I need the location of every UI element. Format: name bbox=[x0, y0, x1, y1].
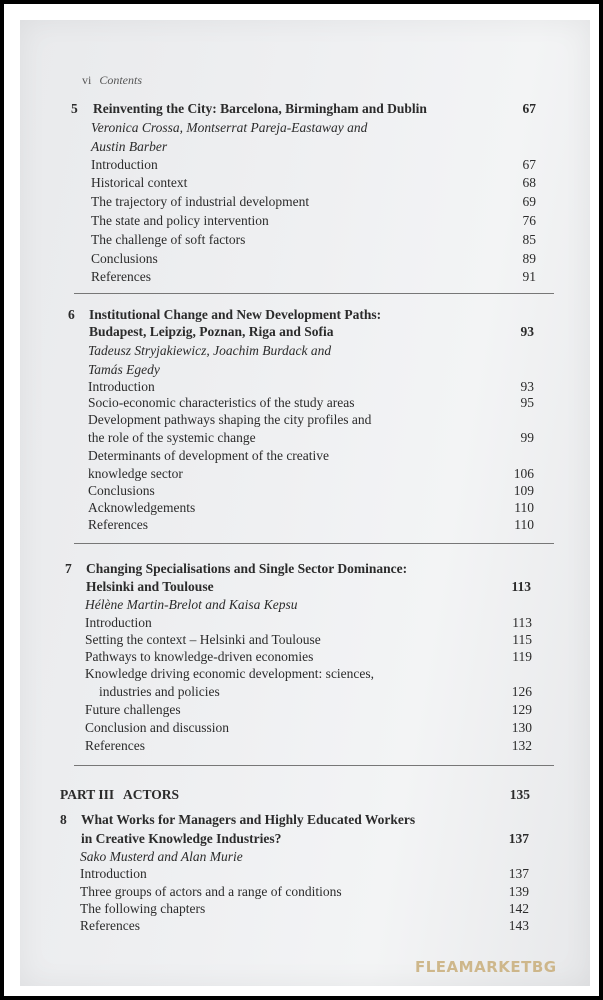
chapter-number: 8 bbox=[60, 812, 67, 827]
chapter-page: 67 bbox=[522, 101, 536, 116]
chapter-title: Changing Specialisations and Single Sector Dominance: bbox=[86, 561, 408, 576]
section-divider bbox=[74, 765, 554, 766]
photo-frame bbox=[4, 4, 599, 996]
watermark: FLEAMARKETBG bbox=[415, 958, 557, 976]
book-page: vi Contents 5 Reinventing the City: Barcelona, Birmingham and Dublin 67 Veronica Crossa, Montserrat Pareja-Eastaway and Austin Barber Introduction 67 Historical context 68 The trajectory of industrial development 69 The state and policy intervention 76 The challenge of soft factors 85 Conclusions 89 References 91 6 Institutional Change and New Development Paths: Budapest, Leipzig, Poznan, Riga and Sofia 93 Tadeusz Stryjakiewicz, Joachim Burdack and Tamás Egedy Introduction 93 Socio-economic characteristics of the study areas 95 Development pathways shaping the city profiles and the role of the systemic change 99 Determinants of development of the creative knowledge sector 106 Conclusions 109 Acknowledgements 110 References 110 7 Changing Specialisations and Single Sector Dominance: Helsinki and Toulouse 113 Hélène Martin-Brelot and Kaisa Kepsu Introduction 113 Setting the context – Helsinki and Toulouse 115 Pathways to knowledge-driven economies 119 Knowledge driving economic development: sciences, industries and policies 126 Future challenges 129 Conclusion and discussion 130 References 132 PART III ACTORS 135 8 What Works for Managers and Highly Educated Workers in Creative Knowledge Industries? 137 Sako Musterd and Alan Murie Introduction 137 Three groups of actors and a range of conditions 139 The following chapters 142 References 143 FLEAMARKETBG bbox=[20, 20, 590, 986]
chapter-title: Reinventing the City: Barcelona, Birmingham and Dublin bbox=[93, 101, 427, 116]
chapter-title: Institutional Change and New Development Paths: bbox=[89, 307, 382, 322]
chapter-page: 137 bbox=[508, 831, 529, 846]
chapter-page: 113 bbox=[511, 579, 531, 594]
part-title: ACTORS bbox=[123, 787, 180, 802]
running-head bbox=[82, 73, 142, 88]
chapter-number: 5 bbox=[71, 101, 78, 116]
part-page: 135 bbox=[509, 787, 530, 802]
chapter-page: 93 bbox=[520, 324, 534, 339]
chapter-title: What Works for Managers and Highly Educated Workers bbox=[81, 812, 416, 827]
section-divider bbox=[74, 293, 554, 294]
part-label: PART III bbox=[60, 787, 115, 802]
section-divider bbox=[74, 543, 554, 544]
chapter-number: 6 bbox=[68, 307, 75, 322]
running-title: Contents bbox=[99, 73, 143, 87]
page-number: vi bbox=[82, 73, 92, 87]
chapter-number: 7 bbox=[65, 561, 72, 576]
